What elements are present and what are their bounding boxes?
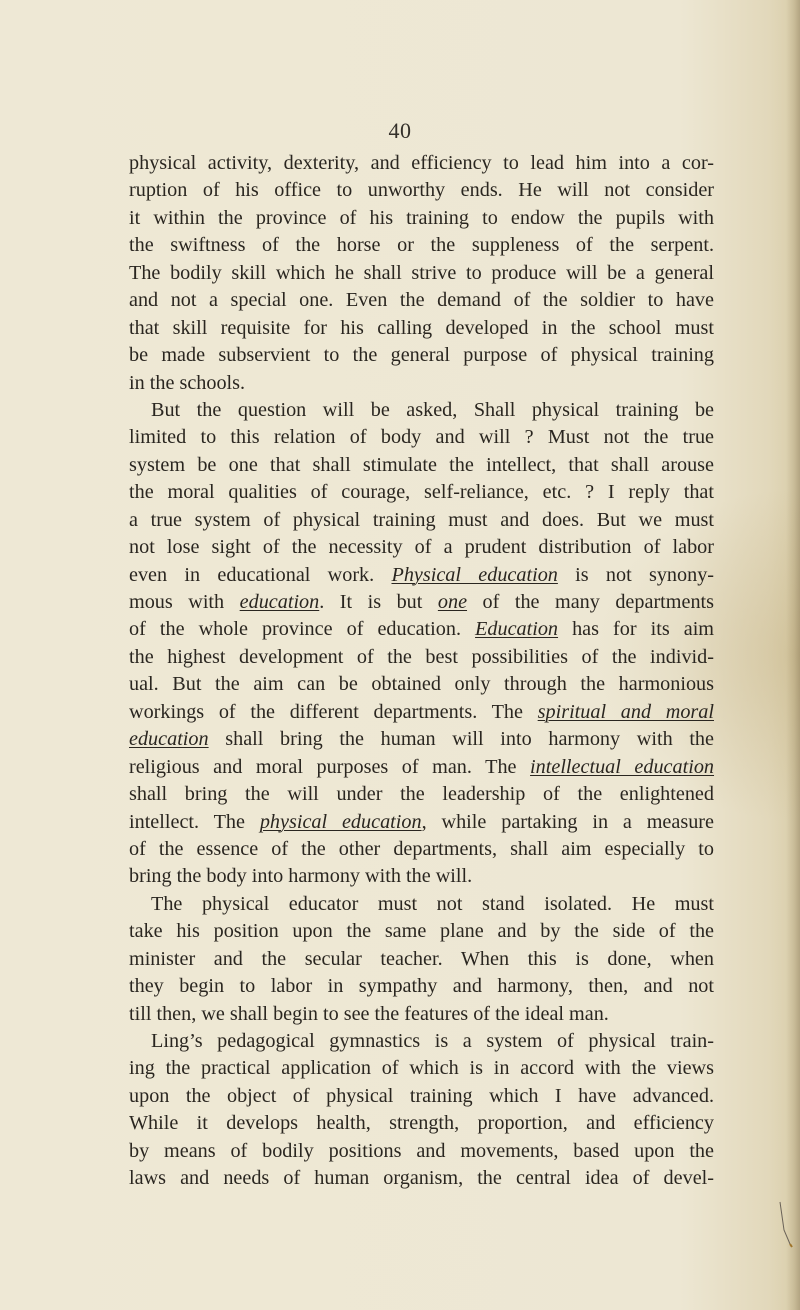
text-run: mous with [129, 591, 240, 613]
text-run: shall bring the human will into harmony with the [208, 728, 714, 751]
text-run: in the schools. [129, 371, 246, 394]
text-run: . It is but [319, 591, 438, 613]
text-run: till then, we shall begin to see the features of the ideal man. [129, 1002, 609, 1025]
text-run: not lose sight of the necessity of a prudent distribution of labor [129, 536, 714, 559]
italic-phrase: physical education [259, 810, 422, 833]
text-run: the highest development of the best possibilities of the individ- [129, 645, 714, 668]
page-number: 40 [388, 118, 412, 143]
text-line [129, 370, 714, 397]
text-run: While it develops health, strength, proportion, and efficiency [129, 1112, 714, 1135]
text-run: intellect. The [129, 810, 260, 833]
text-line [129, 589, 714, 616]
text-line [129, 479, 714, 506]
text-run: The bodily skill which he shall strive to produce will be a general [129, 261, 714, 284]
italic-phrase: spiritual and moral [537, 700, 714, 723]
text-run: take his position upon the same plane and by the side of the [129, 920, 714, 943]
text-run: of the whole province of education. [129, 618, 476, 641]
text-run: limited to this relation of body and will ? Must not the true [129, 426, 714, 449]
text-line [129, 781, 714, 808]
text-run: the swiftness of the horse or the suppleness of the serpent. [129, 234, 714, 257]
text-run: that skill requisite for his calling developed in the school must [129, 316, 714, 339]
text-line [129, 836, 714, 863]
text-line [129, 616, 714, 643]
text-line [129, 891, 714, 918]
text-line [129, 726, 714, 753]
text-run: minister and the secular teacher. When this is done, when [129, 947, 714, 970]
text-line [129, 232, 714, 259]
body-text [129, 150, 714, 1193]
text-run: But the question will be asked, Shall physical training be [151, 398, 714, 421]
text-run: be made subservient to the general purpose of physical training [129, 344, 714, 367]
text-line [129, 424, 714, 451]
text-run: it within the province of his training to endow the pupils with [129, 206, 714, 229]
text-line [129, 397, 714, 424]
text-run: physical activity, dexterity, and efficiency to lead him into a cor- [129, 152, 714, 174]
text-line [129, 918, 714, 945]
text-run: workings of the different departments. The [129, 700, 538, 723]
text-run: religious and moral purposes of man. The [129, 755, 531, 778]
text-line [129, 863, 714, 890]
text-run: ruption of his office to unworthy ends. He will not consider [129, 179, 714, 202]
text-line [129, 1028, 714, 1055]
text-line [129, 1165, 714, 1192]
text-line [129, 973, 714, 1000]
text-run: even in educational work. [129, 563, 392, 586]
text-run: and not a special one. Even the demand of the soldier to have [129, 289, 714, 312]
italic-phrase: education [239, 591, 320, 613]
text-line [129, 754, 714, 781]
text-run: they begin to labor in sympathy and harmony, then, and not [129, 975, 714, 998]
text-line [129, 644, 714, 671]
text-run: of the essence of the other departments, shall aim especially to [129, 837, 714, 860]
text-run: The physical educator must not stand isolated. He must [151, 892, 714, 915]
text-line [129, 150, 714, 177]
text-run: of the many departments [467, 591, 715, 613]
text-run: shall bring the will under the leadership of the enlightened [129, 783, 714, 806]
text-line [129, 534, 714, 561]
text-run: laws and needs of human organism, the central idea of devel- [129, 1167, 714, 1190]
page-edge-shadow [786, 0, 800, 1310]
italic-phrase: intellectual education [530, 755, 715, 778]
text-line [129, 452, 714, 479]
text-line [129, 809, 714, 836]
italic-phrase: education [129, 728, 209, 751]
text-run: is not synony- [557, 563, 715, 586]
text-line [129, 507, 714, 534]
text-line [129, 671, 714, 698]
italic-phrase: Education [475, 618, 559, 641]
text-run: upon the object of physical training which I have advanced. [129, 1084, 714, 1107]
text-run: a true system of physical training must and does. But we must [129, 508, 714, 531]
text-run: system be one that shall stimulate the intellect, that shall arouse [129, 453, 714, 476]
text-run: the moral qualities of courage, self-reliance, etc. ? I reply that [129, 481, 714, 504]
text-line [129, 562, 714, 589]
text-run: Ling’s pedagogical gymnastics is a system of physical train- [151, 1030, 714, 1052]
text-run: , while partaking in a measure [421, 810, 714, 833]
text-run: ing the practical application of which is in accord with the views [129, 1057, 714, 1080]
text-line [129, 699, 714, 726]
text-line [129, 342, 714, 369]
text-line [129, 946, 714, 973]
text-line [129, 260, 714, 287]
text-run: ual. But the aim can be obtained only through the harmonious [129, 673, 714, 696]
text-line [129, 177, 714, 204]
text-line [129, 1138, 714, 1165]
text-line [129, 1083, 714, 1110]
pencil-mark [776, 1200, 800, 1250]
text-run: bring the body into harmony with the will. [129, 865, 473, 888]
italic-phrase: Physical education [391, 563, 558, 586]
text-line [129, 315, 714, 342]
text-line [129, 1110, 714, 1137]
text-line [129, 1001, 714, 1028]
italic-phrase: one [437, 591, 468, 613]
text-run: by means of bodily positions and movements, based upon the [129, 1139, 714, 1162]
text-line [129, 287, 714, 314]
text-run: has for its aim [558, 618, 715, 641]
text-line [129, 205, 714, 232]
text-line [129, 1055, 714, 1082]
